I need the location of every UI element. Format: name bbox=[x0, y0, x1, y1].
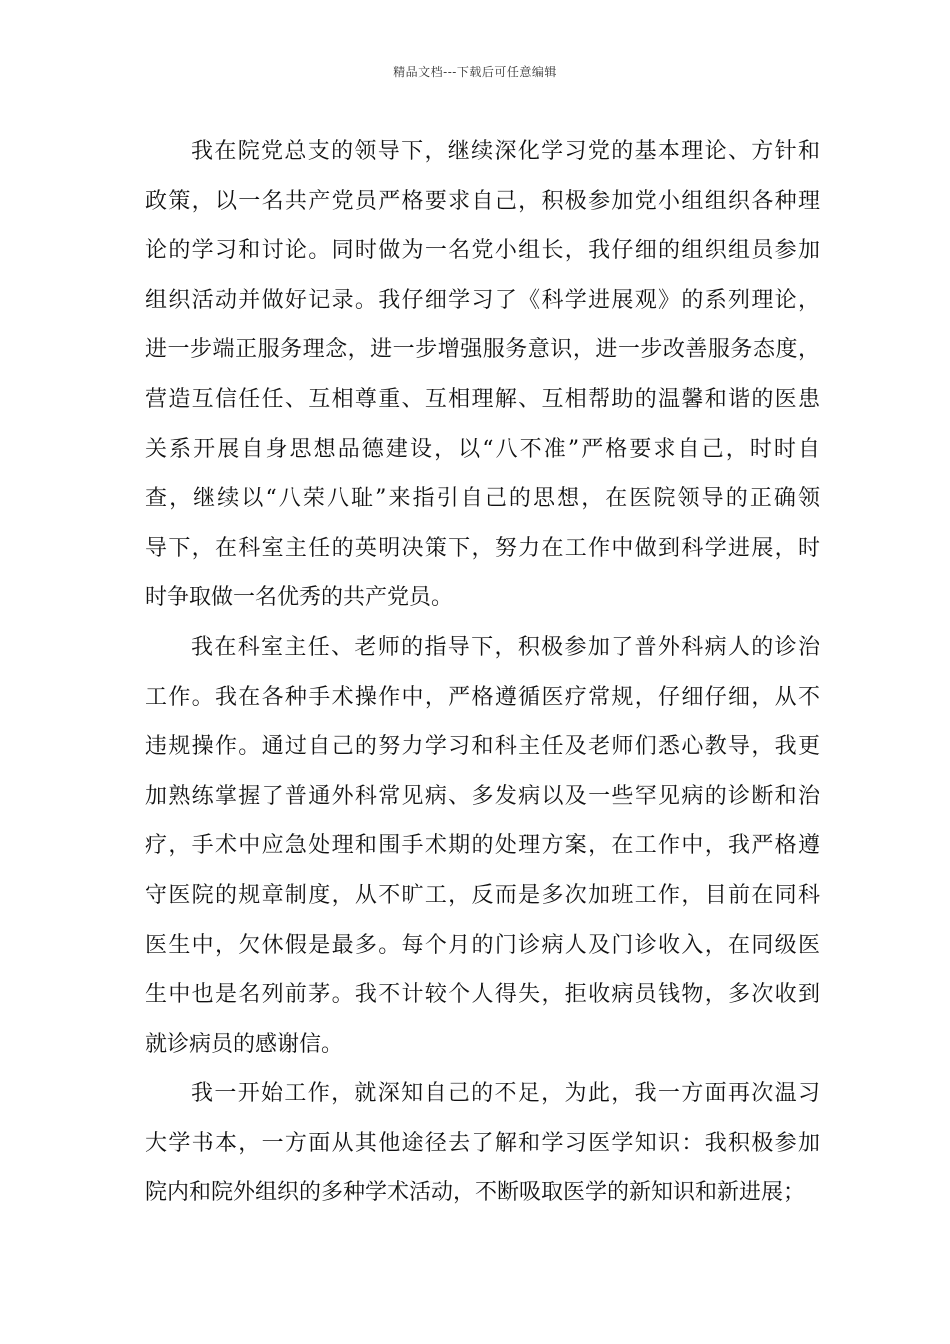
page-header: 精品文档---下载后可任意编辑 bbox=[393, 65, 557, 79]
paragraph-line: 大学书本，一方面从其他途径去了解和学习医学知识：我积极参加 bbox=[145, 1130, 820, 1156]
paragraph bbox=[145, 623, 820, 1069]
paragraph-line: 进一步端正服务理念，进一步增强服务意识，进一步改善服务态度， bbox=[145, 337, 820, 363]
paragraph-line: 生中也是名列前茅。我不计较个人得失，拒收病员钱物，多次收到 bbox=[145, 982, 820, 1008]
paragraph-line: 我在科室主任、老师的指导下，积极参加了普外科病人的诊治 bbox=[191, 634, 820, 660]
paragraph-line: 查，继续以“八荣八耻”来指引自己的思想，在医院领导的正确领 bbox=[145, 486, 820, 512]
paragraph bbox=[145, 1069, 820, 1218]
paragraph-line: 院内和院外组织的多种学术活动，不断吸取医学的新知识和新进展； bbox=[145, 1180, 806, 1206]
paragraph-line: 导下，在科室主任的英明决策下，努力在工作中做到科学进展，时 bbox=[145, 535, 820, 561]
paragraph-line: 违规操作。通过自己的努力学习和科主任及老师们悉心教导，我更 bbox=[145, 734, 820, 760]
paragraph-line: 医生中，欠休假是最多。每个月的门诊病人及门诊收入，在同级医 bbox=[145, 932, 820, 958]
document-body bbox=[145, 127, 820, 1218]
paragraph-line: 营造互信任任、互相尊重、互相理解、互相帮助的温馨和谐的医患 bbox=[145, 386, 820, 412]
paragraph-line: 组织活动并做好记录。我仔细学习了《科学进展观》的系列理论， bbox=[145, 287, 820, 313]
paragraph-line: 论的学习和讨论。同时做为一名党小组长，我仔细的组织组员参加 bbox=[145, 238, 820, 264]
paragraph-line: 关系开展自身思想品德建设，以“八不准”严格要求自己，时时自 bbox=[145, 436, 820, 462]
paragraph-line: 疗，手术中应急处理和围手术期的处理方案，在工作中，我严格遵 bbox=[145, 833, 820, 859]
paragraph-line: 我在院党总支的领导下，继续深化学习党的基本理论、方针和 bbox=[191, 139, 820, 164]
paragraph-line: 我一开始工作，就深知自己的不足，为此，我一方面再次温习 bbox=[191, 1081, 820, 1107]
paragraph-line: 时争取做一名优秀的共产党员。 bbox=[145, 585, 454, 611]
paragraph-line: 工作。我在各种手术操作中，严格遵循医疗常规，仔细仔细，从不 bbox=[145, 684, 820, 710]
paragraph-line: 守医院的规章制度，从不旷工，反而是多次加班工作，目前在同科 bbox=[145, 882, 820, 908]
paragraph-line: 政策，以一名共产党员严格要求自己，积极参加党小组组织各种理 bbox=[145, 188, 820, 214]
paragraph-line: 加熟练掌握了普通外科常见病、多发病以及一些罕见病的诊断和治 bbox=[145, 783, 820, 809]
paragraph bbox=[145, 127, 820, 623]
paragraph-line: 就诊病员的感谢信。 bbox=[145, 1031, 344, 1057]
